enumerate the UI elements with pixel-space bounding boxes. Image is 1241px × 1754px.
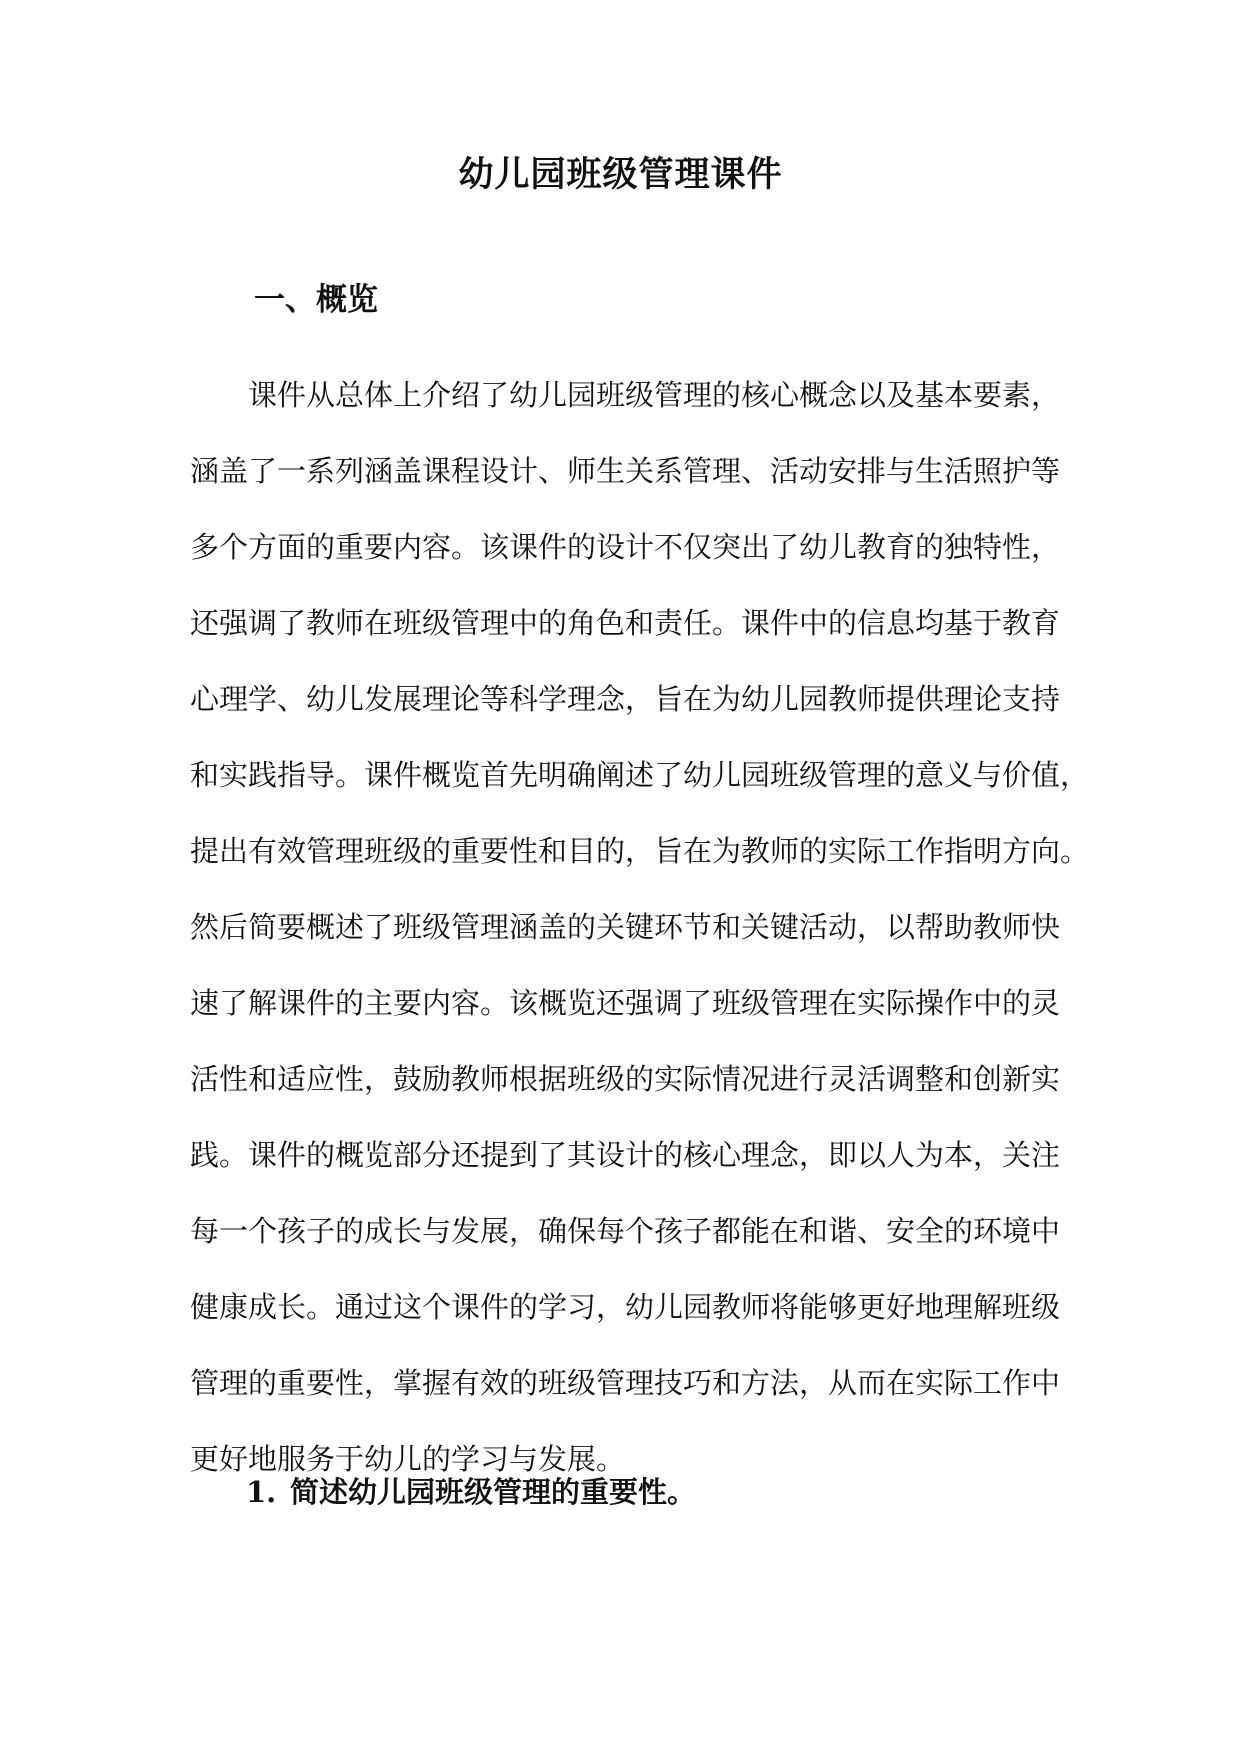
- paragraph-line: 提出有效管理班级的重要性和目的，旨在为教师的实际工作指明方向。: [190, 834, 1090, 868]
- numbered-subheading: [246, 1470, 696, 1514]
- page-title: 幼儿园班级管理课件: [458, 154, 783, 195]
- paragraph-line: 和实践指导。课件概览首先明确阐述了幼儿园班级管理的意义与价值，: [190, 758, 1090, 792]
- paragraph-line: 多个方面的重要内容。该课件的设计不仅突出了幼儿教育的独特性，: [190, 530, 1061, 564]
- paragraph-line: 活性和适应性，鼓励教师根据班级的实际情况进行灵活调整和创新实: [190, 1062, 1061, 1096]
- paragraph-line: 更好地服务于幼儿的学习与发展。: [190, 1442, 626, 1476]
- paragraph-line: 每一个孩子的成长与发展，确保每个孩子都能在和谐、安全的环境中: [190, 1214, 1061, 1248]
- paragraph-line: 然后简要概述了班级管理涵盖的关键环节和关键活动，以帮助教师快: [190, 910, 1061, 944]
- subheading-text: 简述幼儿园班级管理的重要性。: [290, 1475, 697, 1509]
- paragraph-line: 践。课件的概览部分还提到了其设计的核心理念，即以人为本，关注: [190, 1138, 1061, 1172]
- paragraph-line: 速了解课件的主要内容。该概览还强调了班级管理在实际操作中的灵: [190, 986, 1061, 1020]
- section-heading: 一、概览: [254, 282, 378, 318]
- subheading-number: 1.: [246, 1475, 277, 1509]
- paragraph-line: 心理学、幼儿发展理论等科学理念，旨在为幼儿园教师提供理论支持: [190, 682, 1061, 716]
- paragraph-line: 管理的重要性，掌握有效的班级管理技巧和方法，从而在实际工作中: [190, 1366, 1061, 1400]
- paragraph-line: 涵盖了一系列涵盖课程设计、师生关系管理、活动安排与生活照护等: [190, 454, 1061, 488]
- paragraph-line: 健康成长。通过这个课件的学习，幼儿园教师将能够更好地理解班级: [190, 1290, 1061, 1324]
- body-paragraph: [190, 365, 1090, 1505]
- paragraph-line: 课件从总体上介绍了幼儿园班级管理的核心概念以及基本要素，: [248, 378, 1061, 412]
- paragraph-line: 还强调了教师在班级管理中的角色和责任。课件中的信息均基于教育: [190, 606, 1061, 640]
